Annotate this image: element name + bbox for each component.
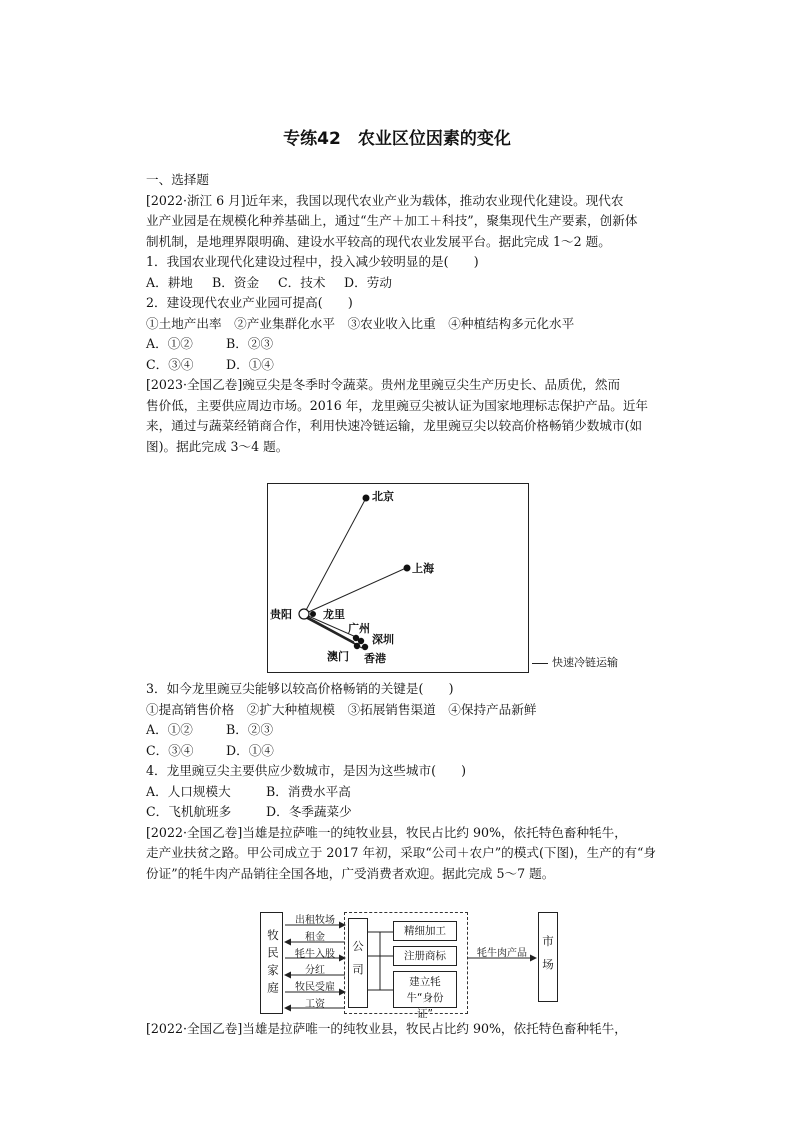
label-guangzhou: 广州 [348, 622, 370, 635]
label-macau: 澳门 [327, 650, 349, 663]
question-1-options [146, 273, 656, 294]
shanghai-dot [404, 565, 411, 572]
question-4-options [146, 782, 656, 803]
option-d[interactable]: D．①④ [226, 742, 274, 758]
label-shenzhen: 深圳 [372, 633, 394, 646]
option-b[interactable]: B．②③ [226, 336, 274, 351]
map-routes [268, 484, 530, 674]
passage-4-line: [2022·全国乙卷]当雄是拉萨唯一的纯牧业县，牧民占比约 90%，依托特色畜种牦牛， [146, 1021, 627, 1036]
label-shanghai: 上海 [412, 562, 434, 575]
section-heading: 一、选择题 [146, 172, 209, 187]
question-1-stem: 1．我国农业现代化建设过程中，投入减少较明显的是( ) [146, 254, 479, 269]
label-beijing: 北京 [372, 490, 394, 503]
map-legend [532, 654, 618, 670]
option-b[interactable]: B．资金 [212, 274, 260, 290]
label-hongkong: 香港 [364, 652, 386, 665]
option-d[interactable]: D．劳动 [344, 274, 392, 290]
question-2-options [146, 334, 656, 355]
question-3-options [146, 741, 656, 762]
option-b[interactable]: B．②③ [226, 722, 274, 737]
flow-rent: 租金 [305, 932, 325, 943]
passage-1-line: 制机制，是地理界限明确、建设水平较高的现代农业发展平台。据此完成 1～2 题。 [146, 233, 611, 249]
passage-2-line: 售价低，主要供应周边市场。2016 年，龙里豌豆尖被认证为国家地理标志保护产品。近年 [146, 397, 649, 413]
passage-1-line: 业产业园是在规模化种养基础上，通过“生产＋加工＋科技”，聚集现代生产要素，创新体 [146, 213, 638, 228]
flow-yak-shares: 牦牛入股 [295, 949, 335, 960]
process-yak-id: 建立牦牛“身份证” [393, 971, 457, 1008]
macau-dot [354, 643, 360, 649]
page-title: 专练42 农业区位因素的变化 [283, 129, 511, 149]
option-c[interactable]: C．③④ [146, 356, 194, 372]
flow-employment: 牧民受雇 [295, 982, 335, 993]
question-3-options [146, 720, 656, 741]
passage-1-line: [2022·浙江 6 月]近年来，我国以现代农业产业为载体，推动农业现代化建设。现代农 [146, 192, 624, 208]
option-b[interactable]: B．消费水平高 [266, 783, 351, 799]
option-d[interactable]: D．冬季蔬菜少 [266, 804, 352, 819]
option-a[interactable]: A．耕地 [146, 274, 193, 290]
flow-dividend: 分红 [305, 965, 325, 976]
passage-3-line: [2022·全国乙卷]当雄是拉萨唯一的纯牧业县，牧民占比约 90%，依托特色畜种牦牛， [146, 824, 627, 840]
question-3-stem: 3．如今龙里豌豆尖能够以较高价格畅销的关键是( ) [146, 681, 454, 696]
question-3-items: ①提高销售价格 ②扩大种植规模 ③拓展销售渠道 ④保持产品新鲜 [146, 701, 537, 717]
option-d[interactable]: D．①④ [226, 356, 274, 372]
option-a[interactable]: A．人口规模大 [146, 783, 231, 799]
beijing-dot [363, 495, 370, 502]
herdsmen-box: 牧民家庭 [260, 912, 283, 1014]
flow-product: 牦牛肉产品 [477, 948, 527, 959]
market-box: 市场 [538, 912, 558, 1002]
flow-rent-pasture: 出租牧场 [295, 915, 335, 926]
option-c[interactable]: C．技术 [278, 274, 326, 290]
legend-label: 快速冷链运输 [552, 656, 618, 669]
passage-2-line: 图)。据此完成 3～4 题。 [146, 438, 289, 454]
process-trademark: 注册商标 [393, 946, 457, 966]
option-c[interactable]: C．③④ [146, 742, 194, 758]
label-guiyang: 贵阳 [270, 608, 292, 621]
cold-chain-map [267, 483, 529, 673]
question-2-stem: 2．建设现代农业产业园可提高( ) [146, 295, 353, 310]
flow-wages: 工资 [305, 999, 325, 1010]
guiyang-dot [299, 609, 309, 619]
legend-line-icon [532, 663, 548, 664]
option-a[interactable]: A．①② [146, 336, 193, 351]
question-4-stem: 4．龙里豌豆尖主要供应少数城市，是因为这些城市( ) [146, 763, 467, 778]
question-4-options [146, 802, 656, 823]
passage-2-line: [2023·全国乙卷]豌豆尖是冬季时令蔬菜。贵州龙里豌豆尖生产历史长、品质优，然而 [146, 377, 621, 392]
question-2-items: ①土地产出率 ②产业集群化水平 ③农业收入比重 ④种植结构多元化水平 [146, 315, 575, 331]
label-longli: 龙里 [323, 608, 345, 621]
passage-3-line: 走产业扶贫之路。甲公司成立于 2017 年初，采取“公司＋农户”的模式(下图)，生产的有“身 [146, 845, 656, 860]
passage-2-line: 来，通过与蔬菜经销商合作，利用快速冷链运输，龙里豌豆尖以较高价格畅销少数城市(如 [146, 418, 643, 433]
question-2-options [146, 355, 656, 376]
option-c[interactable]: C．飞机航班多 [146, 804, 232, 819]
process-fine-processing: 精细加工 [393, 921, 457, 941]
option-a[interactable]: A．①② [146, 722, 193, 737]
shenzhen-dot [358, 638, 364, 644]
passage-3-line: 份证”的牦牛肉产品销往全国各地，广受消费者欢迎。据此完成 5～7 题。 [146, 865, 555, 881]
longli-dot [310, 611, 316, 617]
company-box: 公司 [348, 918, 368, 1008]
